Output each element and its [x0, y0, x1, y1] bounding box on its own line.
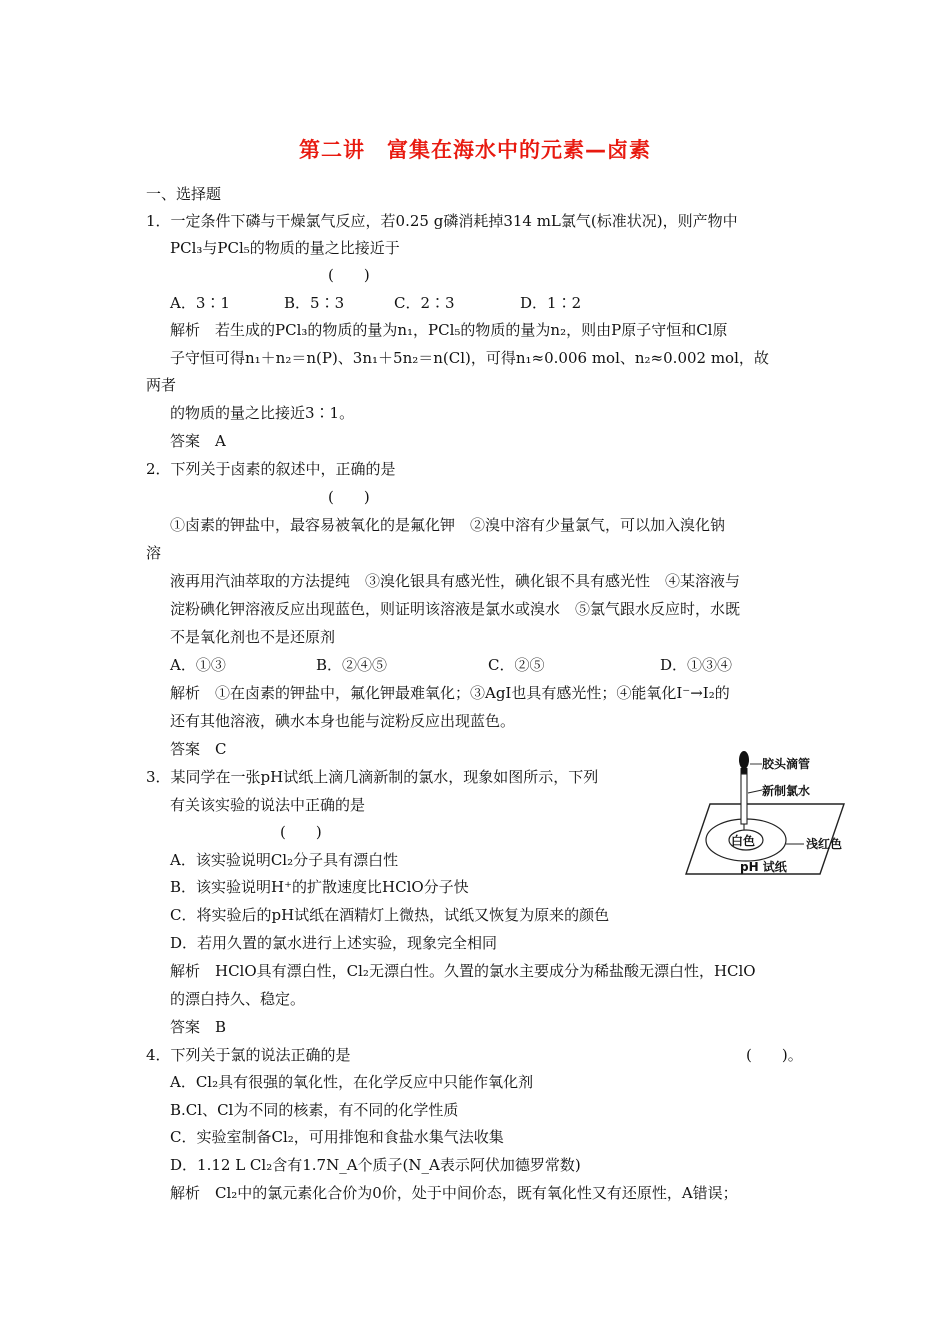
- q3-option-c: C．将实验后的pH试纸在酒精灯上微热，试纸又恢复为原来的颜色: [170, 906, 610, 924]
- q3-answer: 答案 B: [170, 1018, 227, 1036]
- q3-stem-line2: 有关该实验的说法中正确的是: [170, 796, 366, 814]
- page-title: 第二讲 富集在海水中的元素—卤素: [299, 138, 651, 162]
- q4-option-b: B.Cl、Cl为不同的核素，有不同的化学性质: [170, 1101, 459, 1119]
- q1-stem-line2: PCl₃与PCl₅的物质的量之比接近于: [170, 239, 400, 257]
- label-light-red: 浅红色: [806, 837, 843, 851]
- q4-analysis-line1: 解析 Cl₂中的氯元素化合价为0价，处于中间价态，既有氧化性又有还原性，A错误；: [170, 1184, 738, 1202]
- q1-option-b: B．5∶3: [284, 294, 345, 312]
- dropper-collar: [741, 768, 748, 774]
- q1-analysis-line3: 两者: [146, 376, 177, 394]
- q3-option-d: D．若用久置的氯水进行上述实验，现象完全相同: [170, 934, 498, 952]
- q2-options: [170, 655, 770, 675]
- q2-text-line4: 淀粉碘化钾溶液反应出现蓝色，则证明该溶液是氯水或溴水 ⑤氯气跟水反应时，水既: [170, 600, 741, 618]
- q1-option-c: C．2∶3: [394, 294, 455, 312]
- q2-text-line5: 不是氧化剂也不是还原剂: [170, 628, 336, 646]
- label-white: 白色: [731, 834, 756, 848]
- q4-option-a: A．Cl₂具有很强的氧化性，在化学反应中只能作氧化剂: [170, 1073, 534, 1091]
- q2-answer-blank: ( ): [328, 488, 370, 506]
- q1-stem-line1: 1．一定条件下磷与干燥氯气反应，若0.25 g磷消耗掉314 mL氯气(标准状况)，则产物中: [146, 212, 738, 230]
- q2-text-line3: 液再用汽油萃取的方法提纯 ③溴化银具有感光性，碘化银不具有感光性 ④某溶液与: [170, 572, 741, 590]
- q1-option-d: D．1∶2: [520, 294, 582, 312]
- q3-option-b: B．该实验说明H⁺的扩散速度比HClO分子快: [170, 878, 469, 896]
- q2-analysis-line2: 还有其他溶液，碘水本身也能与淀粉反应出现蓝色。: [170, 712, 516, 730]
- dropper-tube: [741, 774, 747, 824]
- q2-option-a: A．①③: [170, 656, 226, 674]
- q1-analysis-line2: 子守恒可得n₁＋n₂＝n(P)、3n₁＋5n₂＝n(Cl)，可得n₁≈0.006 mol、n₂≈0.002 mol，故: [170, 349, 769, 367]
- q2-stem: 2．下列关于卤素的叙述中，正确的是: [146, 460, 396, 478]
- q2-answer: 答案 C: [170, 740, 227, 758]
- q1-option-a: A．3∶1: [170, 294, 230, 312]
- dropper-bulb: [739, 751, 749, 769]
- q1-analysis-line1: 解析 若生成的PCl₃的物质的量为n₁，PCl₅的物质的量为n₂，则由P原子守恒和Cl原: [170, 321, 728, 339]
- q4-answer-blank: ( )。: [746, 1046, 803, 1064]
- label-chlorine-water: 新制氯水: [762, 784, 811, 798]
- q2-analysis-line1: 解析 ①在卤素的钾盐中，氟化钾最难氧化；③AgI也具有感光性；④能氧化I⁻→I₂的: [170, 684, 730, 702]
- q4-option-d: D．1.12 L Cl₂含有1.7N_A个质子(N_A表示阿伏加德罗常数): [170, 1156, 581, 1174]
- q2-text-line2: 溶: [146, 544, 162, 562]
- q3-analysis-line1: 解析 HClO具有漂白性，Cl₂无漂白性。久置的氯水主要成分为稀盐酸无漂白性，HClO: [170, 962, 756, 980]
- ph-paper-diagram: [682, 748, 852, 888]
- q2-option-d: D．①③④: [660, 656, 733, 674]
- section-heading: 一、选择题: [146, 185, 222, 203]
- q2-option-c: C．②⑤: [488, 656, 545, 674]
- q3-stem-line1: 3．某同学在一张pH试纸上滴几滴新制的氯水，现象如图所示，下列: [146, 768, 599, 786]
- q3-analysis-line2: 的漂白持久、稳定。: [170, 990, 306, 1008]
- q1-answer-blank: ( ): [328, 266, 370, 284]
- q4-stem: 4．下列关于氯的说法正确的是: [146, 1046, 351, 1064]
- q3-option-a: A．该实验说明Cl₂分子具有漂白性: [170, 851, 399, 869]
- label-ph-paper: pH 试纸: [740, 860, 787, 874]
- q1-options: [170, 293, 770, 313]
- label-dropper: 胶头滴管: [762, 757, 811, 771]
- q4-option-c: C．实验室制备Cl₂，可用排饱和食盐水集气法收集: [170, 1128, 504, 1146]
- q2-option-b: B．②④⑤: [316, 656, 388, 674]
- q2-text-line1: ①卤素的钾盐中，最容易被氧化的是氟化钾 ②溴中溶有少量氯气，可以加入溴化钠: [170, 516, 726, 534]
- q1-answer: 答案 A: [170, 432, 226, 450]
- q3-answer-blank: ( ): [280, 823, 322, 841]
- q1-analysis-line4: 的物质的量之比接近3∶1。: [170, 404, 355, 422]
